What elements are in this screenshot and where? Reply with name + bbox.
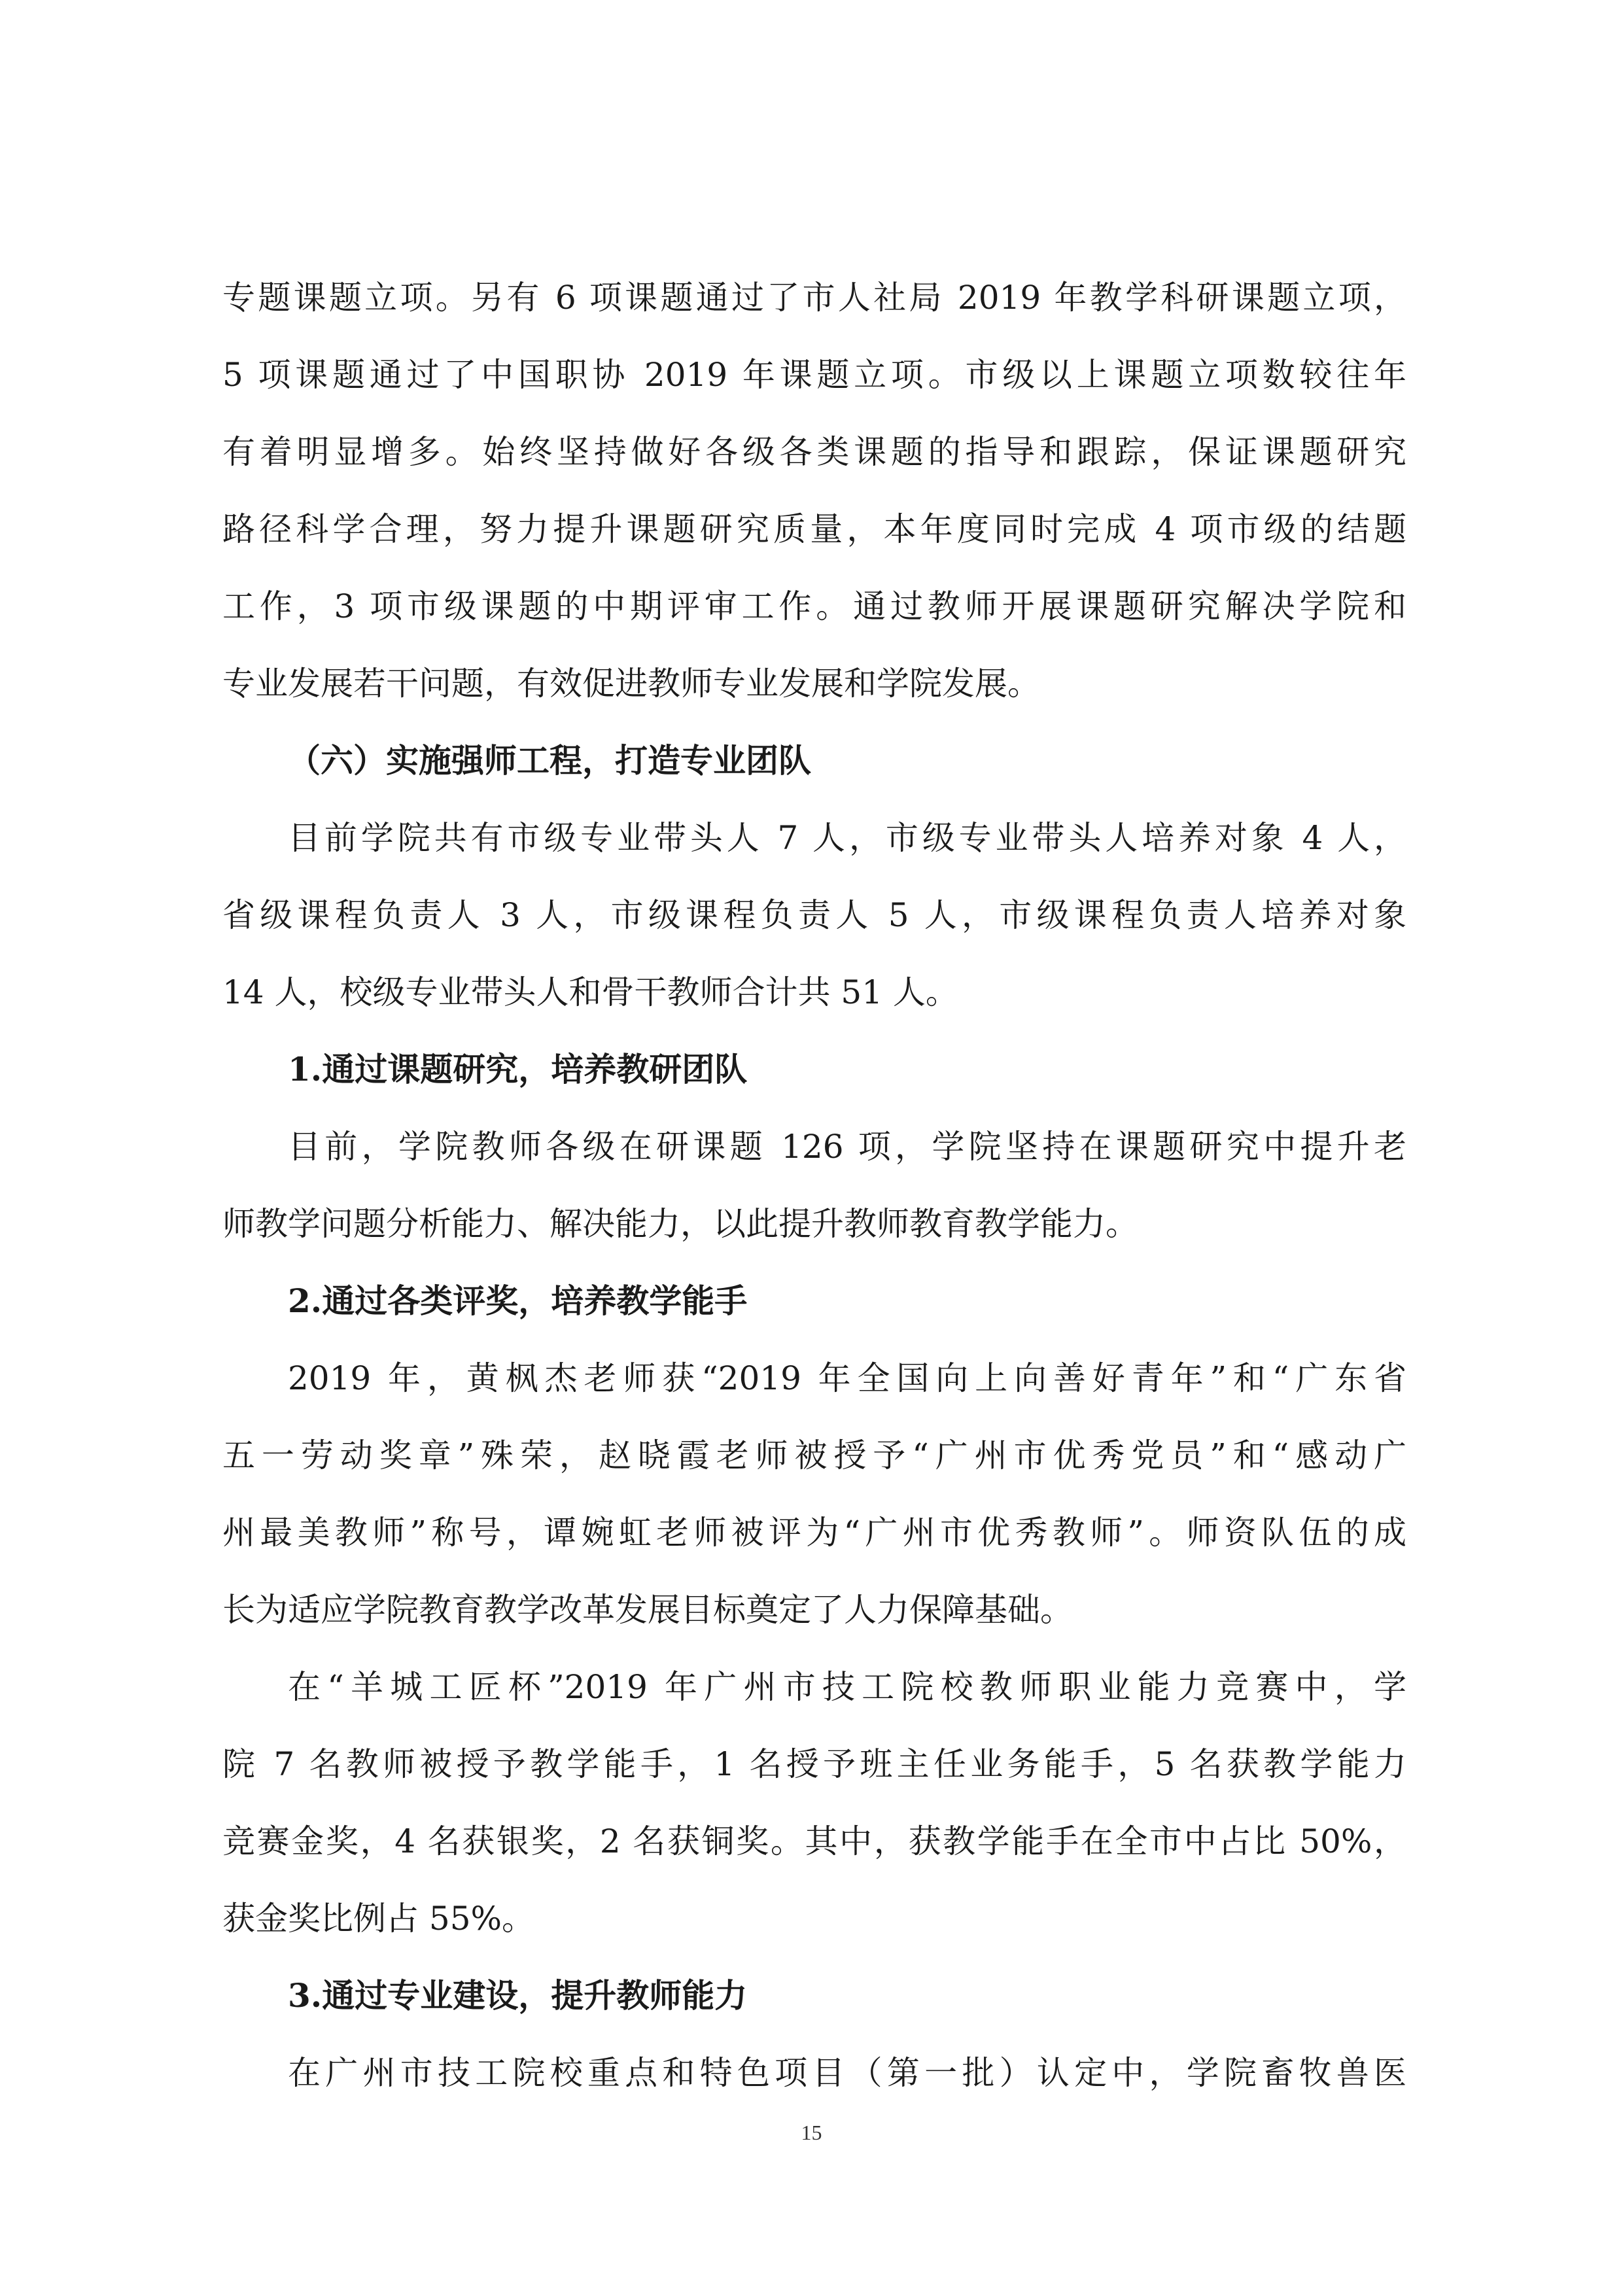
body-text-line: 获金奖比例占 55%。 xyxy=(222,1900,535,1938)
body-text-line: 院 7 名教师被授予教学能手，1 名授予班主任业务能手，5 名获教学能力 xyxy=(222,1745,1406,1783)
body-text-line: 2019 年，黄枫杰老师获“2019 年全国向上向善好青年”和“广东省 xyxy=(288,1359,1406,1397)
body-text-line: 有着明显增多。始终坚持做好各级各类课题的指导和跟踪，保证课题研究 xyxy=(222,433,1406,471)
body-text-line: 在广州市技工院校重点和特色项目（第一批）认定中，学院畜牧兽医 xyxy=(288,2054,1406,2092)
body-text-line: 长为适应学院教育教学改革发展目标奠定了人力保障基础。 xyxy=(222,1591,1073,1629)
body-text-line: 5 项课题通过了中国职协 2019 年课题立项。市级以上课题立项数较往年 xyxy=(222,356,1406,394)
body-text-line: 五一劳动奖章”殊荣，赵晓霞老师被授予“广州市优秀党员”和“感动广 xyxy=(222,1436,1406,1474)
body-text-line: 省级课程负责人 3 人，市级课程负责人 5 人，市级课程负责人培养对象 xyxy=(222,896,1406,934)
body-text-line: 专题课题立项。另有 6 项课题通过了市人社局 2019 年教学科研课题立项， xyxy=(222,279,1406,317)
body-text-line: 路径科学合理，努力提升课题研究质量，本年度同时完成 4 项市级的结题 xyxy=(222,510,1406,548)
body-text-line: 目前学院共有市级专业带头人 7 人，市级专业带头人培养对象 4 人， xyxy=(288,819,1406,857)
subsection-heading: 1.通过课题研究，培养教研团队 xyxy=(288,1050,748,1088)
body-text-line: 工作，3 项市级课题的中期评审工作。通过教师开展课题研究解决学院和 xyxy=(222,587,1406,625)
section-heading: （六）实施强师工程，打造专业团队 xyxy=(288,741,811,780)
body-text-line: 在“羊城工匠杯”2019 年广州市技工院校教师职业能力竞赛中，学 xyxy=(288,1668,1406,1706)
body-text-line: 专业发展若干问题，有效促进教师专业发展和学院发展。 xyxy=(222,665,1040,703)
body-text-line: 目前，学院教师各级在研课题 126 项，学院坚持在课题研究中提升老 xyxy=(288,1128,1406,1166)
page-number: 15 xyxy=(801,2121,822,2144)
subsection-heading: 2.通过各类评奖，培养教学能手 xyxy=(288,1281,748,1320)
body-text-line: 州最美教师”称号，谭婉虹老师被评为“广州市优秀教师”。师资队伍的成 xyxy=(222,1514,1406,1552)
subsection-heading: 3.通过专业建设，提升教师能力 xyxy=(288,1976,748,2015)
body-text-line: 竞赛金奖，4 名获银奖，2 名获铜奖。其中，获教学能手在全市中占比 50%， xyxy=(222,1822,1406,1860)
body-text-line: 师教学问题分析能力、解决能力，以此提升教师教育教学能力。 xyxy=(222,1205,1138,1243)
body-text-line: 14 人，校级专业带头人和骨干教师合计共 51 人。 xyxy=(222,973,958,1011)
